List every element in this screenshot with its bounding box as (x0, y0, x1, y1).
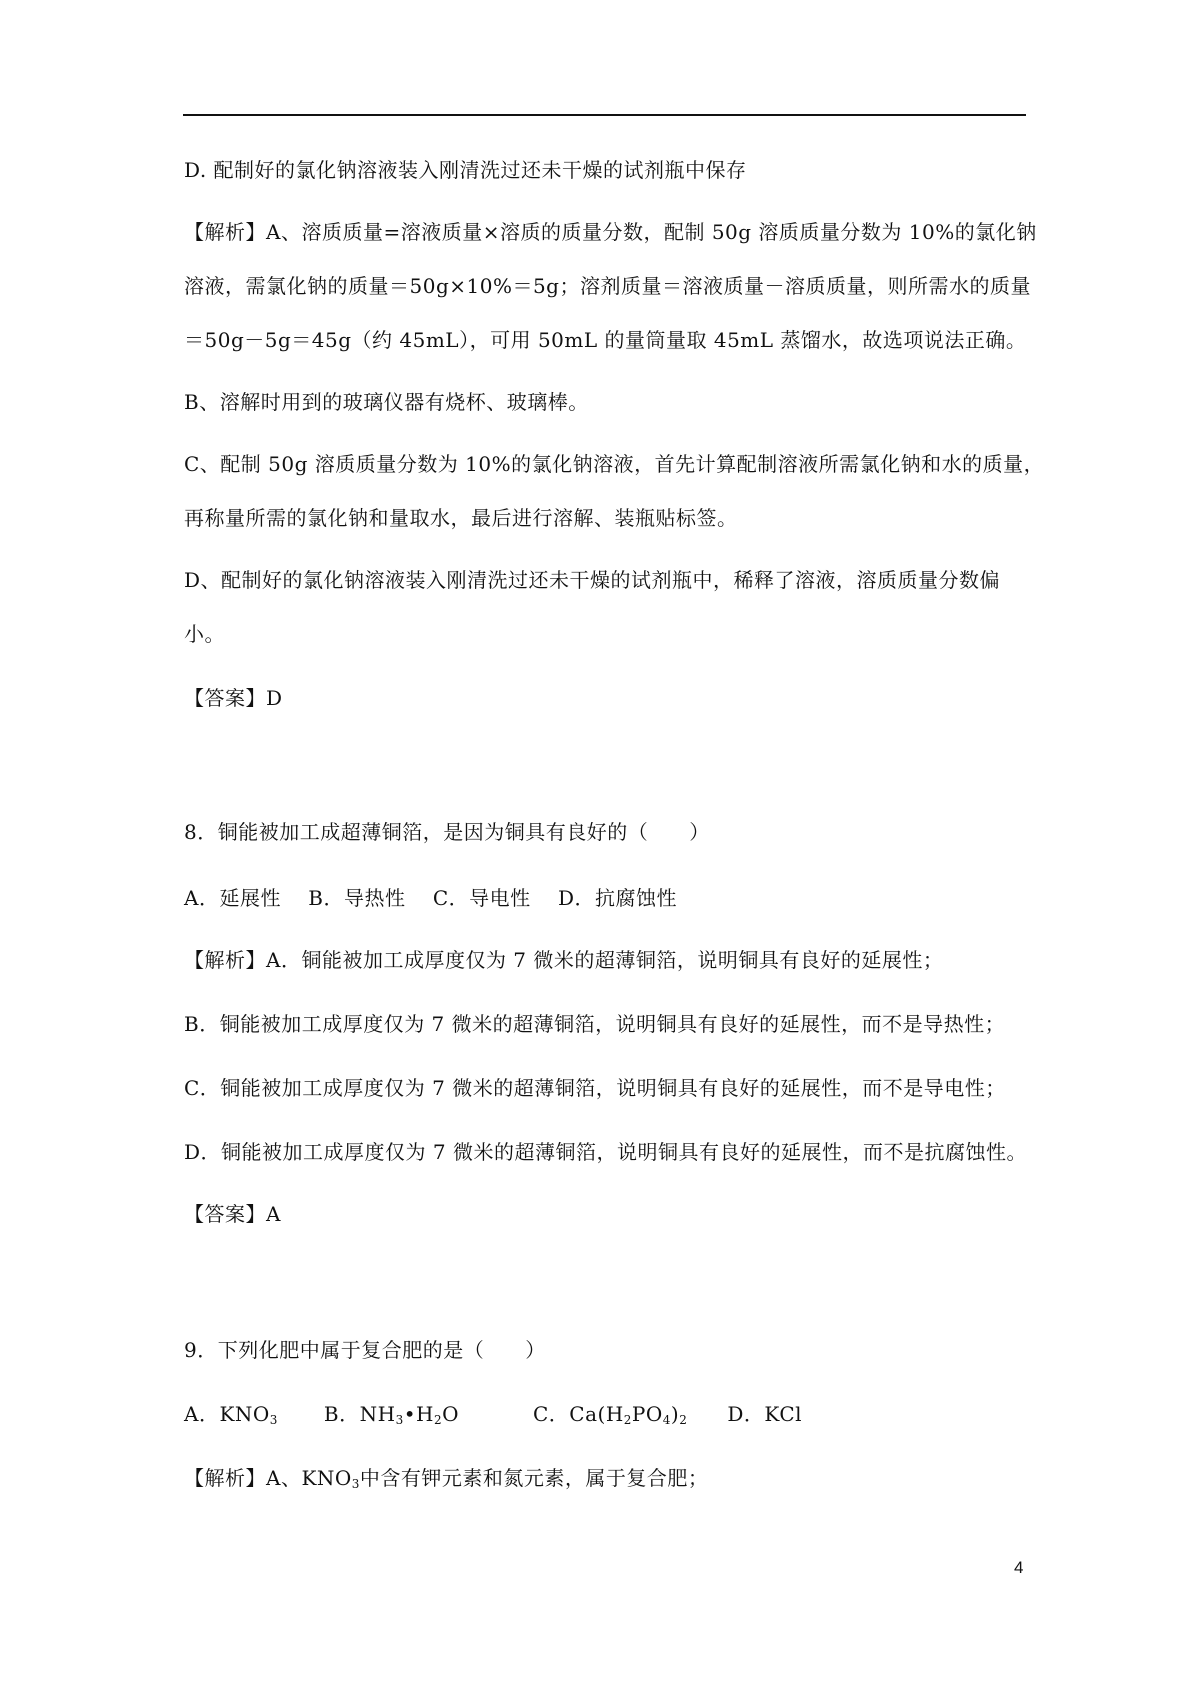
q9-analysis-a: 【解析】A、$KNO_3$中含有钾元素和氮元素，属于复合肥； (184, 1466, 709, 1491)
q7-analysis-c-line-2: 再称量所需的氯化钠和量取水，最后进行溶解、装瓶贴标签。 (184, 506, 738, 530)
q8-analysis-b: B．铜能被加工成厚度仅为 7 微米的超薄铜箔，说明铜具有良好的延展性，而不是导热性； (184, 1012, 1006, 1036)
q8-analysis-d: D．铜能被加工成厚度仅为 7 微米的超薄铜箔，说明铜具有良好的延展性，而不是抗腐蚀性。 (184, 1140, 1027, 1164)
q7-analysis-c-line-1: C、配制 50g 溶质质量分数为 10%的氯化钠溶液，首先计算配制溶液所需氯化钠和水的质量， (184, 452, 1045, 476)
q8-stem: 8．铜能被加工成超薄铜箔，是因为铜具有良好的（ ） (184, 820, 710, 844)
q8-analysis-c: C．铜能被加工成厚度仅为 7 微米的超薄铜箔，说明铜具有良好的延展性，而不是导电性； (184, 1076, 1006, 1100)
q9-stem: 9．下列化肥中属于复合肥的是（ ） (184, 1338, 546, 1362)
q8-answer: 【答案】A (184, 1202, 281, 1226)
q7-analysis-line-3: ＝50g－5g＝45g（约 45mL），可用 50mL 的量筒量取 45mL 蒸馏水，故选项说法正确。 (184, 328, 1027, 352)
header-rule (183, 114, 1026, 116)
q7-analysis-d-line-2: 小。 (184, 622, 225, 646)
q9-options (184, 1400, 802, 1428)
q9-option-b: B．$NH_3•H_2O$ (323, 1402, 459, 1427)
q9-option-a: A．$KNO_3$ (184, 1402, 278, 1427)
q7-answer: 【答案】D (184, 686, 283, 710)
q7-analysis-line-1: 【解析】A、溶质质量=溶液质量×溶质的质量分数，配制 50g 溶质质量分数为 10%的氯化钠 (184, 220, 1037, 244)
q9-option-d: D．KCl (727, 1402, 803, 1426)
q9-option-c: C．$Ca(H_2PO_4)_2$ (533, 1402, 688, 1427)
q7-analysis-b: B、溶解时用到的玻璃仪器有烧杯、玻璃棒。 (184, 390, 589, 414)
q7-analysis-d-line-1: D、配制好的氯化钠溶液装入刚清洗过还未干燥的试剂瓶中，稀释了溶液，溶质质量分数偏 (184, 568, 1001, 592)
page-number: 4 (1014, 1558, 1024, 1577)
q7-option-d: D. 配制好的氯化钠溶液装入刚清洗过还未干燥的试剂瓶中保存 (184, 158, 747, 182)
q7-analysis-line-2: 溶液，需氯化钠的质量＝50g×10%＝5g；溶剂质量＝溶液质量－溶质质量，则所需水的质量 (184, 274, 1031, 298)
q8-analysis-a: 【解析】A．铜能被加工成厚度仅为 7 微米的超薄铜箔，说明铜具有良好的延展性； (184, 948, 944, 972)
q8-options: A．延展性 B．导热性 C．导电性 D．抗腐蚀性 (184, 886, 678, 910)
